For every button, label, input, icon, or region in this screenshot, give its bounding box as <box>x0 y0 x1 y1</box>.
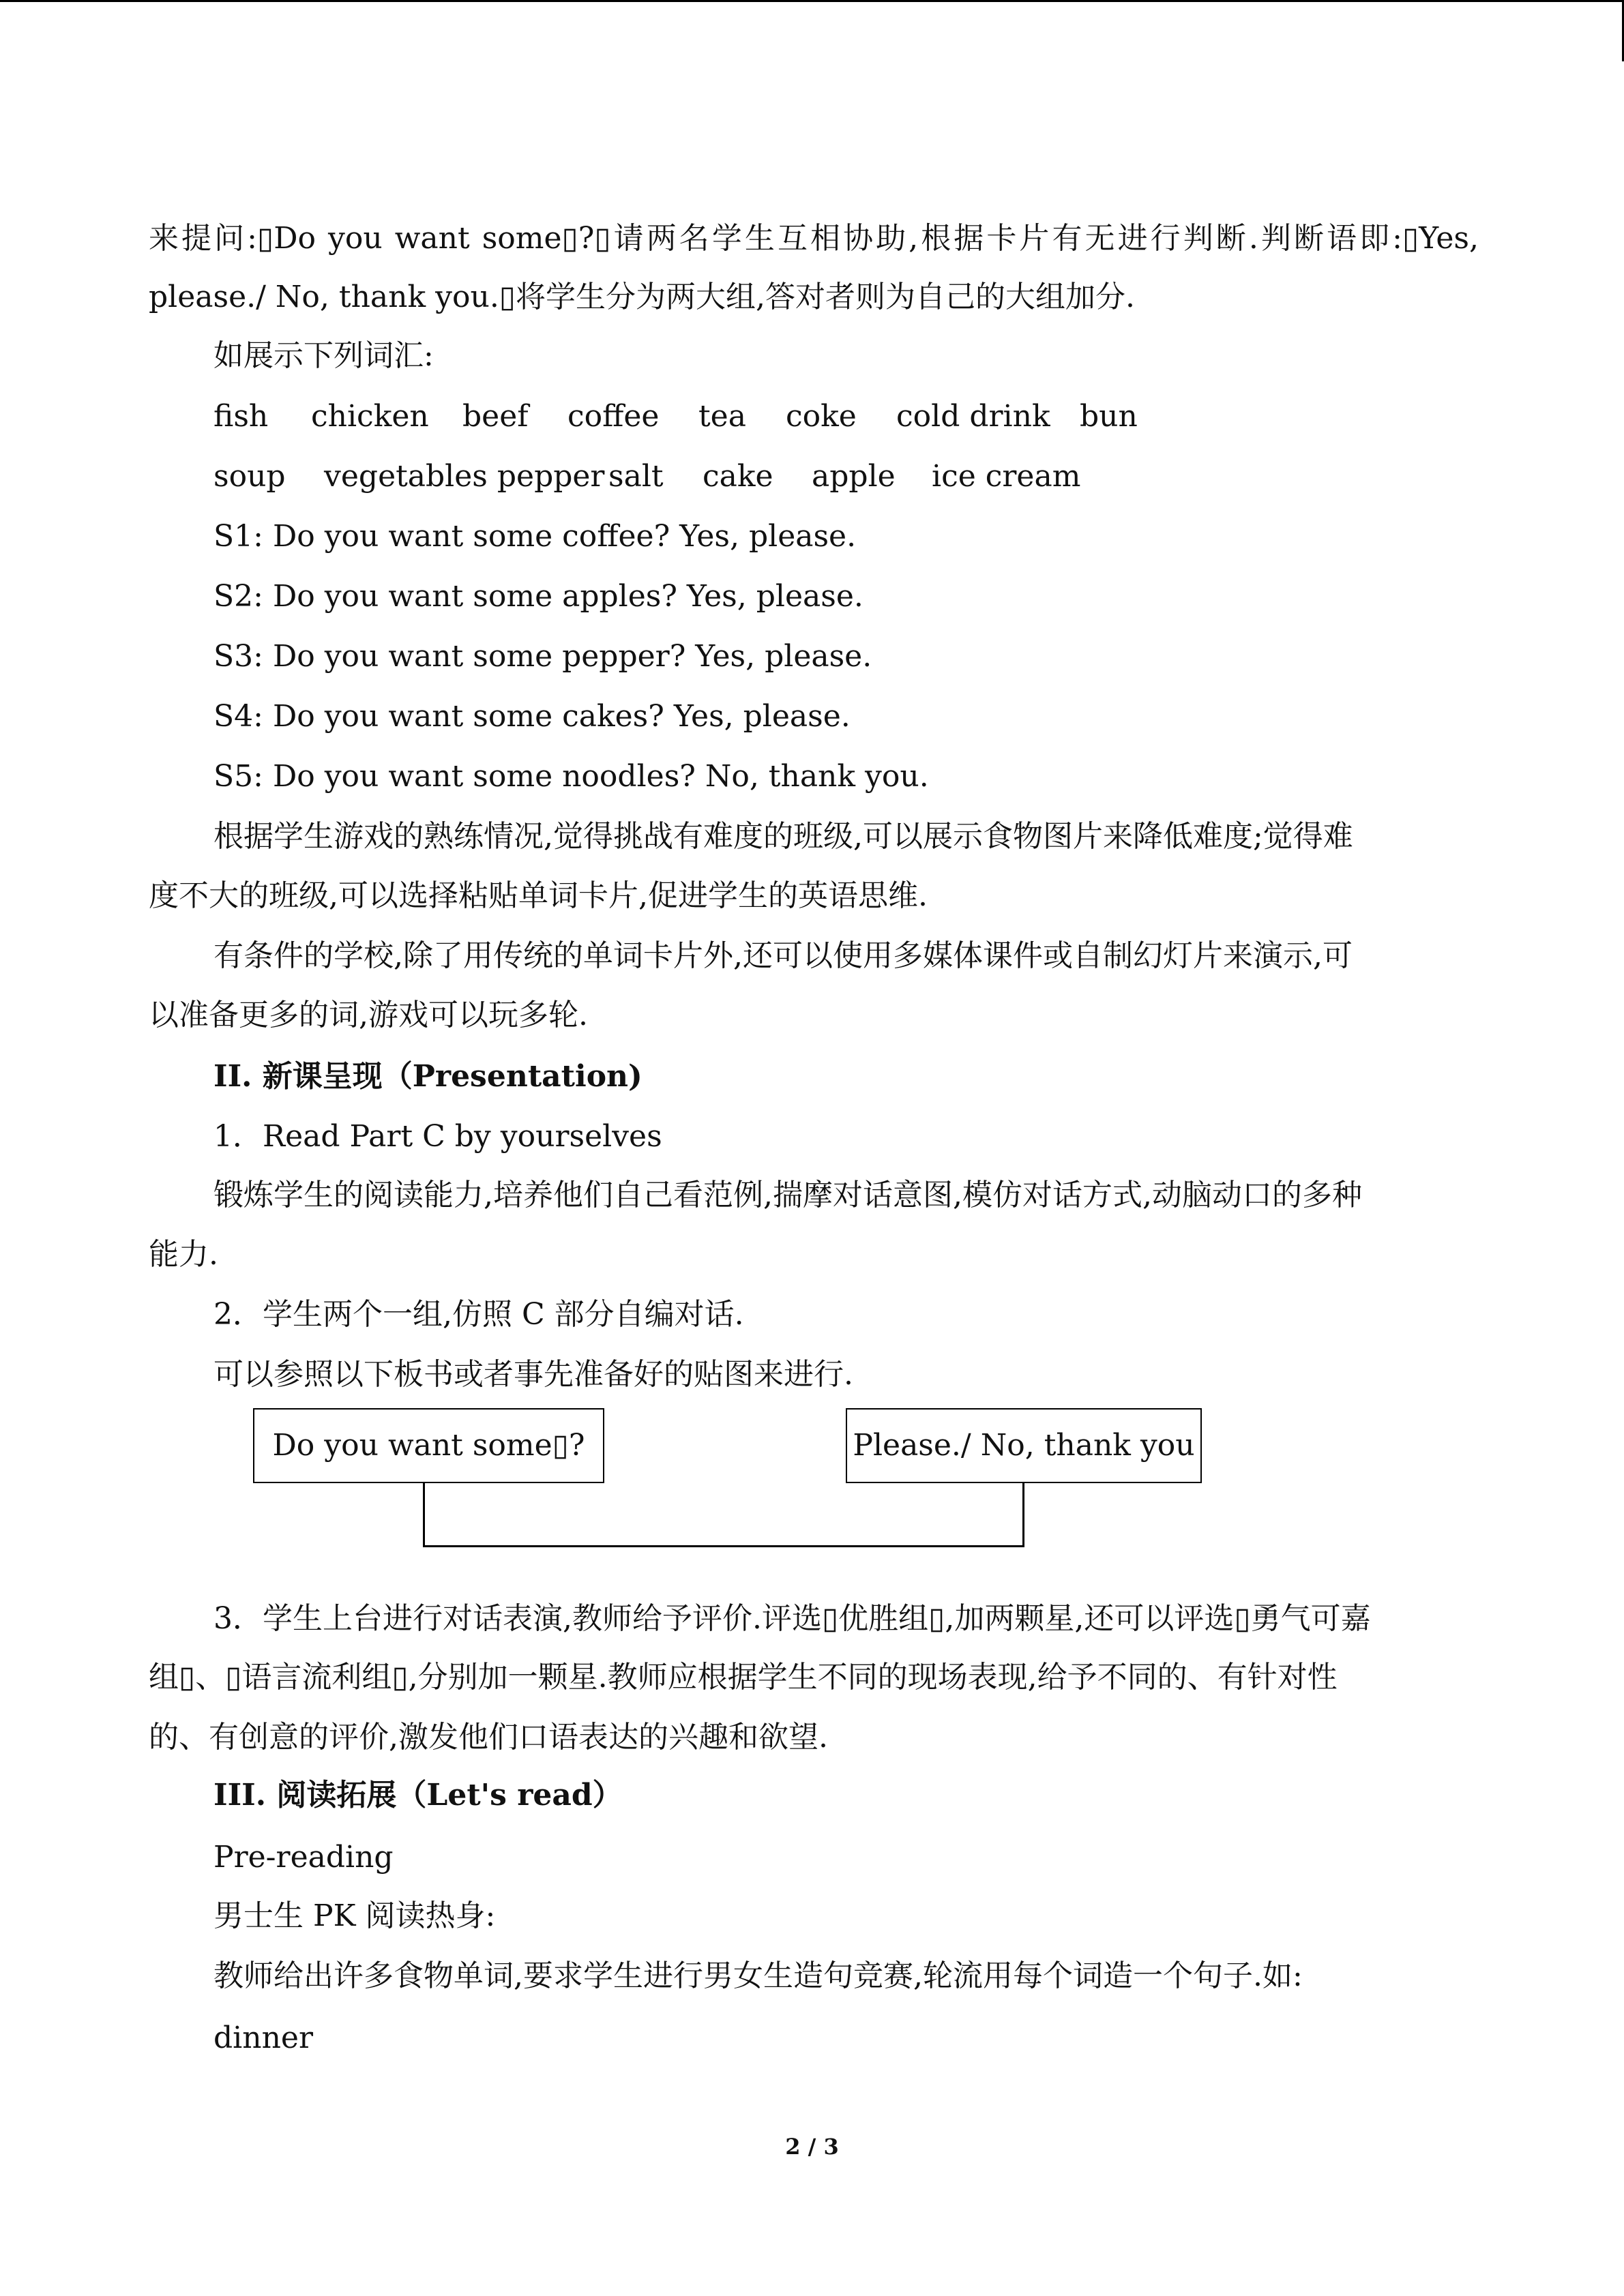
step-1-desc-line-2: 能力. <box>149 1237 218 1272</box>
dialogue-line: S3: Do you want some pepper? Yes, please. <box>213 639 872 674</box>
vocab-word: fish <box>213 399 269 434</box>
show-words-label: 如展示下列词汇: <box>213 338 434 373</box>
section-heading-lets-read: III. 阅读拓展（Let's read） <box>213 1778 623 1813</box>
step-2-title: 2．学生两个一组,仿照 C 部分自编对话. <box>213 1297 744 1332</box>
vocab-word: salt <box>608 459 664 494</box>
prereading-label: Pre-reading <box>213 1840 394 1875</box>
vocab-word: beef <box>462 399 529 434</box>
step-1-title: 1．Read Part C by yourselves <box>213 1119 662 1154</box>
intro-line-2: please./ No, thank you.▯将学生分为两大组,答对者则为自己的大组加分. <box>149 280 1135 314</box>
intro-line-1: 来提问:▯Do you want some▯?▯请两名学生互相协助,根据卡片有无进行判断.判断语即:▯Yes, <box>149 221 1479 256</box>
diagram-connector-left <box>423 1483 425 1547</box>
vocab-word: bun <box>1080 399 1138 434</box>
diagram-connector-bottom <box>423 1545 1024 1547</box>
vocab-word: tea <box>698 399 746 434</box>
dialogue-line: S5: Do you want some noodles? No, thank you. <box>213 759 929 794</box>
paragraph-1-line-2: 度不大的班级,可以选择粘贴单词卡片,促进学生的英语思维. <box>149 878 928 913</box>
vocab-word: chicken <box>311 399 429 434</box>
top-border-rule <box>0 0 1624 2</box>
pk-title: 男士生 PK 阅读热身: <box>213 1898 496 1933</box>
step-3-line-3: 的、有创意的评价,激发他们口语表达的兴趣和欲望. <box>149 1720 828 1755</box>
dialogue-line: S2: Do you want some apples? Yes, please. <box>213 579 863 614</box>
vocab-word: cold drink <box>896 399 1050 434</box>
paragraph-2-line-2: 以准备更多的词,游戏可以玩多轮. <box>149 998 588 1032</box>
pk-description: 教师给出许多食物单词,要求学生进行男女生造句竞赛,轮流用每个词造一个句子.如: <box>213 1958 1303 1993</box>
page-number: 2 / 3 <box>785 2134 839 2160</box>
vocab-word: soup <box>213 459 286 494</box>
step-3-line-2: 组▯、▯语言流利组▯,分别加一颗星.教师应根据学生不同的现场表现,给予不同的、有针对性 <box>149 1660 1338 1695</box>
vocab-word: apple <box>812 459 896 494</box>
section-heading-presentation: II. 新课呈现（Presentation) <box>213 1059 643 1094</box>
vocab-word: coke <box>786 399 857 434</box>
step-2-desc: 可以参照以下板书或者事先准备好的贴图来进行. <box>213 1357 853 1392</box>
diagram-question-box: Do you want some▯? <box>253 1408 604 1483</box>
dialogue-line: S1: Do you want some coffee? Yes, please. <box>213 519 857 554</box>
dialogue-line: S4: Do you want some cakes? Yes, please. <box>213 699 851 734</box>
vocab-word: ice cream <box>932 459 1081 494</box>
vocab-word: vegetables pepper <box>324 459 605 494</box>
vocab-word: coffee <box>567 399 660 434</box>
step-1-desc-line-1: 锻炼学生的阅读能力,培养他们自己看范例,揣摩对话意图,模仿对话方式,动脑动口的多种 <box>213 1178 1362 1212</box>
paragraph-1-line-1: 根据学生游戏的熟练情况,觉得挑战有难度的班级,可以展示食物图片来降低难度;觉得难 <box>213 819 1353 854</box>
step-3-line-1: 3．学生上台进行对话表演,教师给予评价.评选▯优胜组▯,加两颗星,还可以评选▯勇气可嘉 <box>213 1601 1371 1636</box>
diagram-connector-right <box>1022 1483 1024 1547</box>
diagram-answer-box: Please./ No, thank you <box>846 1408 1202 1483</box>
example-word: dinner <box>213 2021 313 2055</box>
paragraph-2-line-1: 有条件的学校,除了用传统的单词卡片外,还可以使用多媒体课件或自制幻灯片来演示,可 <box>213 938 1353 973</box>
vocab-word: cake <box>703 459 773 494</box>
